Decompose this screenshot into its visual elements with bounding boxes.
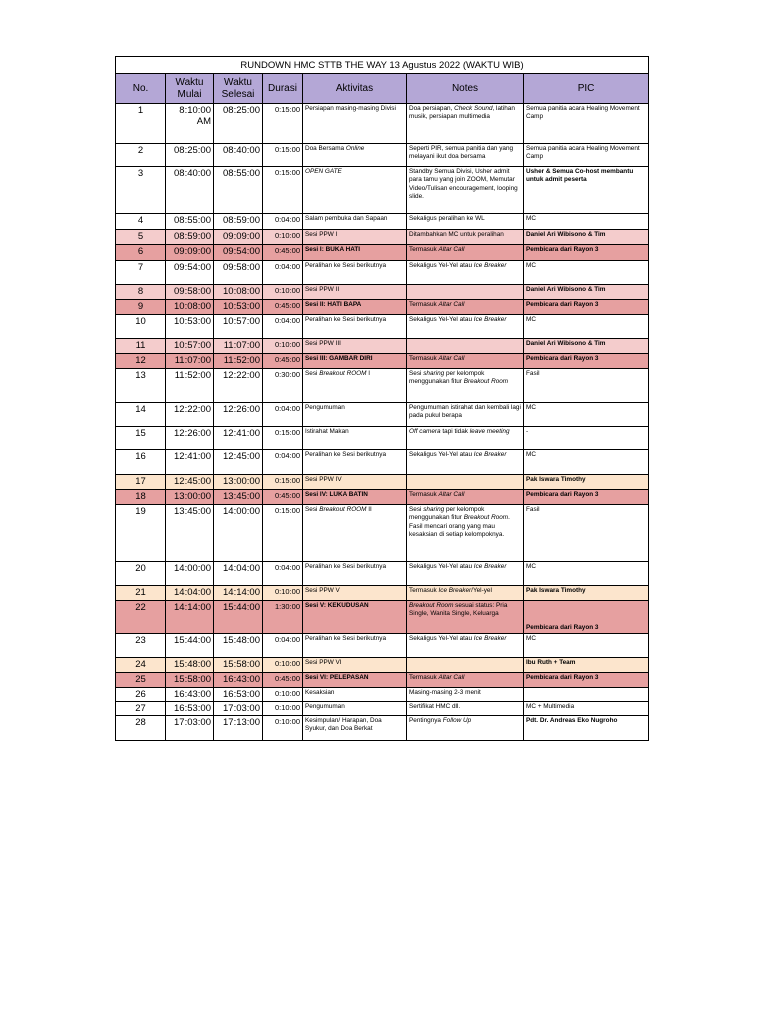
row-waktu-mulai: 11:52:00 [166,369,214,403]
row-notes: Termasuk Altar Call [407,245,524,261]
row-durasi: 0:45:00 [263,490,303,505]
row-no: 15 [116,427,166,450]
table-row [116,369,649,403]
row-waktu-selesai: 12:45:00 [214,450,263,475]
row-waktu-mulai: 09:09:00 [166,245,214,261]
row-aktivitas: Sesi PPW V [303,586,407,601]
row-durasi: 0:04:00 [263,403,303,427]
table-row [116,658,649,673]
row-no: 23 [116,634,166,658]
table-title: RUNDOWN HMC STTB THE WAY 13 Agustus 2022 (WAKTU WIB) [116,57,649,74]
row-no: 24 [116,658,166,673]
row-waktu-selesai: 14:14:00 [214,586,263,601]
row-waktu-selesai: 10:57:00 [214,315,263,339]
row-no: 5 [116,230,166,245]
row-no: 3 [116,167,166,214]
row-durasi: 0:15:00 [263,104,303,144]
table-row [116,505,649,562]
row-waktu-selesai: 13:00:00 [214,475,263,490]
row-aktivitas: Sesi III: GAMBAR DIRI [303,354,407,369]
row-waktu-mulai: 15:58:00 [166,673,214,688]
row-no: 20 [116,562,166,586]
row-aktivitas: Peralihan ke Sesi berikutnya [303,562,407,586]
row-no: 18 [116,490,166,505]
row-waktu-selesai: 08:55:00 [214,167,263,214]
row-notes: Termasuk Altar Call [407,300,524,315]
table-row [116,214,649,230]
row-durasi: 0:10:00 [263,658,303,673]
row-waktu-selesai: 14:00:00 [214,505,263,562]
row-waktu-mulai: 08:40:00 [166,167,214,214]
row-aktivitas: Kesaksian [303,688,407,702]
row-pic: Pembicara dari Rayon 3 [524,300,649,315]
row-waktu-selesai: 08:40:00 [214,144,263,167]
row-no: 28 [116,716,166,741]
row-aktivitas: Sesi PPW I [303,230,407,245]
row-waktu-selesai: 10:53:00 [214,300,263,315]
row-no: 12 [116,354,166,369]
table-row [116,167,649,214]
row-pic [524,688,649,702]
row-notes: Seperti PIR, semua panitia dan yang melayani ikut doa bersama [407,144,524,167]
row-waktu-mulai: 12:26:00 [166,427,214,450]
row-waktu-mulai: 13:00:00 [166,490,214,505]
row-no: 14 [116,403,166,427]
row-notes: Termasuk Ice Breaker/Yel-yel [407,586,524,601]
row-waktu-selesai: 11:52:00 [214,354,263,369]
row-durasi: 0:15:00 [263,144,303,167]
row-waktu-selesai: 15:48:00 [214,634,263,658]
row-aktivitas: Pengumuman [303,702,407,716]
row-aktivitas: Sesi Breakout ROOM I [303,369,407,403]
row-waktu-selesai: 17:03:00 [214,702,263,716]
row-waktu-mulai: 10:53:00 [166,315,214,339]
row-durasi: 0:45:00 [263,300,303,315]
row-waktu-mulai: 08:25:00 [166,144,214,167]
row-durasi: 0:15:00 [263,475,303,490]
row-notes [407,285,524,300]
row-waktu-selesai: 08:25:00 [214,104,263,144]
row-notes: Sekaligus Yel-Yel atau Ice Breaker [407,261,524,285]
row-durasi: 0:04:00 [263,562,303,586]
row-waktu-selesai: 14:04:00 [214,562,263,586]
row-notes [407,475,524,490]
row-notes: Sekaligus peralihan ke WL [407,214,524,230]
title-row [116,57,649,74]
row-notes: Ditambahkan MC untuk peralihan [407,230,524,245]
row-aktivitas: Peralihan ke Sesi berikutnya [303,315,407,339]
row-waktu-mulai: 16:53:00 [166,702,214,716]
row-notes [407,658,524,673]
row-notes: Masing-masing 2-3 menit [407,688,524,702]
row-no: 17 [116,475,166,490]
row-durasi: 0:45:00 [263,673,303,688]
table-row [116,601,649,634]
row-notes: Sertifikat HMC dll. [407,702,524,716]
table-row [116,403,649,427]
row-waktu-selesai: 16:53:00 [214,688,263,702]
row-durasi: 1:30:00 [263,601,303,634]
row-aktivitas: OPEN GATE [303,167,407,214]
row-pic: Pembicara dari Rayon 3 [524,354,649,369]
row-waktu-mulai: 15:44:00 [166,634,214,658]
row-pic: Pak Iswara Timothy [524,586,649,601]
row-pic: MC [524,403,649,427]
row-pic: Pak Iswara Timothy [524,475,649,490]
table-row [116,475,649,490]
row-durasi: 0:45:00 [263,245,303,261]
header-aktivitas: Aktivitas [303,74,407,104]
row-notes: Sesi sharing per kelompok menggunakan fitur Breakout Room. Fasil mencari orang yang mau kesaksian di setiap kelompoknya. [407,505,524,562]
row-no: 13 [116,369,166,403]
table-row [116,315,649,339]
row-pic: Pembicara dari Rayon 3 [524,245,649,261]
row-pic: MC + Multimedia [524,702,649,716]
table-row [116,702,649,716]
header-waktu-selesai: Waktu Selesai [214,74,263,104]
row-waktu-mulai: 17:03:00 [166,716,214,741]
row-waktu-mulai: 15:48:00 [166,658,214,673]
row-pic: Pembicara dari Rayon 3 [524,490,649,505]
row-pic: Semua panitia acara Healing Movement Camp [524,104,649,144]
row-notes [407,339,524,354]
row-durasi: 0:45:00 [263,354,303,369]
row-no: 25 [116,673,166,688]
row-no: 22 [116,601,166,634]
row-durasi: 0:10:00 [263,702,303,716]
row-durasi: 0:15:00 [263,167,303,214]
row-notes: Termasuk Altar Call [407,490,524,505]
row-pic: - [524,427,649,450]
row-waktu-selesai: 08:59:00 [214,214,263,230]
row-pic: Pembicara dari Rayon 3 [524,601,649,634]
row-pic: Pdt. Dr. Andreas Eko Nugroho [524,716,649,741]
row-no: 8 [116,285,166,300]
table-row [116,245,649,261]
row-notes: Termasuk Altar Call [407,354,524,369]
row-no: 19 [116,505,166,562]
header-row [116,74,649,104]
row-durasi: 0:10:00 [263,285,303,300]
row-aktivitas: Peralihan ke Sesi berikutnya [303,634,407,658]
row-no: 1 [116,104,166,144]
row-notes: Sekaligus Yel-Yel atau Ice Breaker [407,315,524,339]
row-waktu-selesai: 17:13:00 [214,716,263,741]
row-durasi: 0:04:00 [263,214,303,230]
row-pic: MC [524,562,649,586]
table-row [116,562,649,586]
row-notes: Sekaligus Yel-Yel atau Ice Breaker [407,634,524,658]
row-no: 6 [116,245,166,261]
row-waktu-selesai: 09:58:00 [214,261,263,285]
table-row [116,586,649,601]
table-row [116,300,649,315]
table-row [116,716,649,741]
row-pic: MC [524,634,649,658]
header-pic: PIC [524,74,649,104]
row-no: 16 [116,450,166,475]
row-pic: Daniel Ari Wibisono & Tim [524,339,649,354]
row-no: 26 [116,688,166,702]
table-row [116,673,649,688]
row-waktu-mulai: 08:59:00 [166,230,214,245]
row-waktu-mulai: 16:43:00 [166,688,214,702]
row-durasi: 0:10:00 [263,339,303,354]
row-notes: Standby Semua Divisi, Usher admit para tamu yang join ZOOM, Memutar Video/Tulisan encouragement, looping slide. [407,167,524,214]
table-row [116,688,649,702]
row-waktu-selesai: 09:54:00 [214,245,263,261]
row-pic: MC [524,450,649,475]
row-pic: MC [524,315,649,339]
row-aktivitas: Sesi I: BUKA HATI [303,245,407,261]
row-waktu-mulai: 8:10:00 AM [166,104,214,144]
row-waktu-mulai: 08:55:00 [166,214,214,230]
row-waktu-mulai: 10:57:00 [166,339,214,354]
row-notes: Doa persiapan, Check Sound, latihan musik, persiapan multimedia [407,104,524,144]
row-pic: Fasil [524,369,649,403]
row-durasi: 0:10:00 [263,230,303,245]
row-waktu-selesai: 10:08:00 [214,285,263,300]
row-durasi: 0:10:00 [263,688,303,702]
row-waktu-selesai: 13:45:00 [214,490,263,505]
row-aktivitas: Persiapan masing-masing Divisi [303,104,407,144]
row-notes: Termasuk Altar Call [407,673,524,688]
row-waktu-selesai: 11:07:00 [214,339,263,354]
table-row [116,490,649,505]
header-durasi: Durasi [263,74,303,104]
row-waktu-mulai: 12:45:00 [166,475,214,490]
row-aktivitas: Kesimpulan/ Harapan, Doa Syukur, dan Doa Berkat [303,716,407,741]
table-row [116,261,649,285]
row-aktivitas: Sesi PPW IV [303,475,407,490]
row-durasi: 0:15:00 [263,427,303,450]
row-waktu-selesai: 12:41:00 [214,427,263,450]
row-durasi: 0:04:00 [263,634,303,658]
row-pic: Ibu Ruth + Team [524,658,649,673]
rundown-table [115,56,649,741]
row-aktivitas: Pengumuman [303,403,407,427]
row-waktu-selesai: 12:22:00 [214,369,263,403]
row-notes: Breakout Room sesuai status: Pria Single, Wanita Single, Keluarga [407,601,524,634]
row-waktu-selesai: 09:09:00 [214,230,263,245]
row-durasi: 0:04:00 [263,315,303,339]
row-notes: Sekaligus Yel-Yel atau Ice Breaker [407,562,524,586]
row-aktivitas: Salam pembuka dan Sapaan [303,214,407,230]
row-waktu-mulai: 14:04:00 [166,586,214,601]
row-pic: Semua panitia acara Healing Movement Camp [524,144,649,167]
row-waktu-mulai: 10:08:00 [166,300,214,315]
row-aktivitas: Sesi IV: LUKA BATIN [303,490,407,505]
table-row [116,144,649,167]
row-aktivitas: Istirahat Makan [303,427,407,450]
row-no: 21 [116,586,166,601]
row-waktu-mulai: 09:58:00 [166,285,214,300]
row-waktu-mulai: 09:54:00 [166,261,214,285]
row-no: 7 [116,261,166,285]
row-durasi: 0:30:00 [263,369,303,403]
table-row [116,230,649,245]
row-aktivitas: Doa Bersama Online [303,144,407,167]
header-no: No. [116,74,166,104]
table-row [116,634,649,658]
row-no: 4 [116,214,166,230]
row-no: 11 [116,339,166,354]
row-pic: MC [524,261,649,285]
row-pic: Usher & Semua Co-host membantu untuk admit peserta [524,167,649,214]
table-row [116,104,649,144]
row-waktu-mulai: 14:14:00 [166,601,214,634]
row-waktu-selesai: 15:58:00 [214,658,263,673]
row-aktivitas: Sesi II: HATI BAPA [303,300,407,315]
row-durasi: 0:04:00 [263,261,303,285]
row-aktivitas: Sesi PPW III [303,339,407,354]
row-notes: Sesi sharing per kelompok menggunakan fitur Breakout Room [407,369,524,403]
row-aktivitas: Sesi PPW II [303,285,407,300]
row-waktu-selesai: 16:43:00 [214,673,263,688]
row-aktivitas: Sesi PPW VI [303,658,407,673]
row-durasi: 0:04:00 [263,450,303,475]
table-row [116,339,649,354]
row-waktu-mulai: 11:07:00 [166,354,214,369]
row-durasi: 0:15:00 [263,505,303,562]
row-pic: MC [524,214,649,230]
row-pic: Fasil [524,505,649,562]
row-notes: Off camera tapi tidak leave meeting [407,427,524,450]
row-durasi: 0:10:00 [263,716,303,741]
table-row [116,354,649,369]
header-waktu-mulai: Waktu Mulai [166,74,214,104]
row-waktu-mulai: 12:22:00 [166,403,214,427]
row-waktu-selesai: 12:26:00 [214,403,263,427]
table-row [116,427,649,450]
row-waktu-selesai: 15:44:00 [214,601,263,634]
table-row [116,450,649,475]
row-no: 2 [116,144,166,167]
row-notes: Pentingnya Follow Up [407,716,524,741]
row-notes: Pengumuman istirahat dan kembali lagi pada pukul berapa [407,403,524,427]
row-waktu-mulai: 13:45:00 [166,505,214,562]
row-no: 10 [116,315,166,339]
row-pic: Daniel Ari Wibisono & Tim [524,285,649,300]
row-pic: Daniel Ari Wibisono & Tim [524,230,649,245]
row-no: 9 [116,300,166,315]
row-aktivitas: Peralihan ke Sesi berikutnya [303,261,407,285]
row-aktivitas: Peralihan ke Sesi berikutnya [303,450,407,475]
row-aktivitas: Sesi Breakout ROOM II [303,505,407,562]
row-waktu-mulai: 14:00:00 [166,562,214,586]
row-no: 27 [116,702,166,716]
row-aktivitas: Sesi V: KEKUDUSAN [303,601,407,634]
row-durasi: 0:10:00 [263,586,303,601]
row-pic: Pembicara dari Rayon 3 [524,673,649,688]
table-row [116,285,649,300]
row-aktivitas: Sesi VI: PELEPASAN [303,673,407,688]
row-waktu-mulai: 12:41:00 [166,450,214,475]
header-notes: Notes [407,74,524,104]
row-notes: Sekaligus Yel-Yel atau Ice Breaker [407,450,524,475]
